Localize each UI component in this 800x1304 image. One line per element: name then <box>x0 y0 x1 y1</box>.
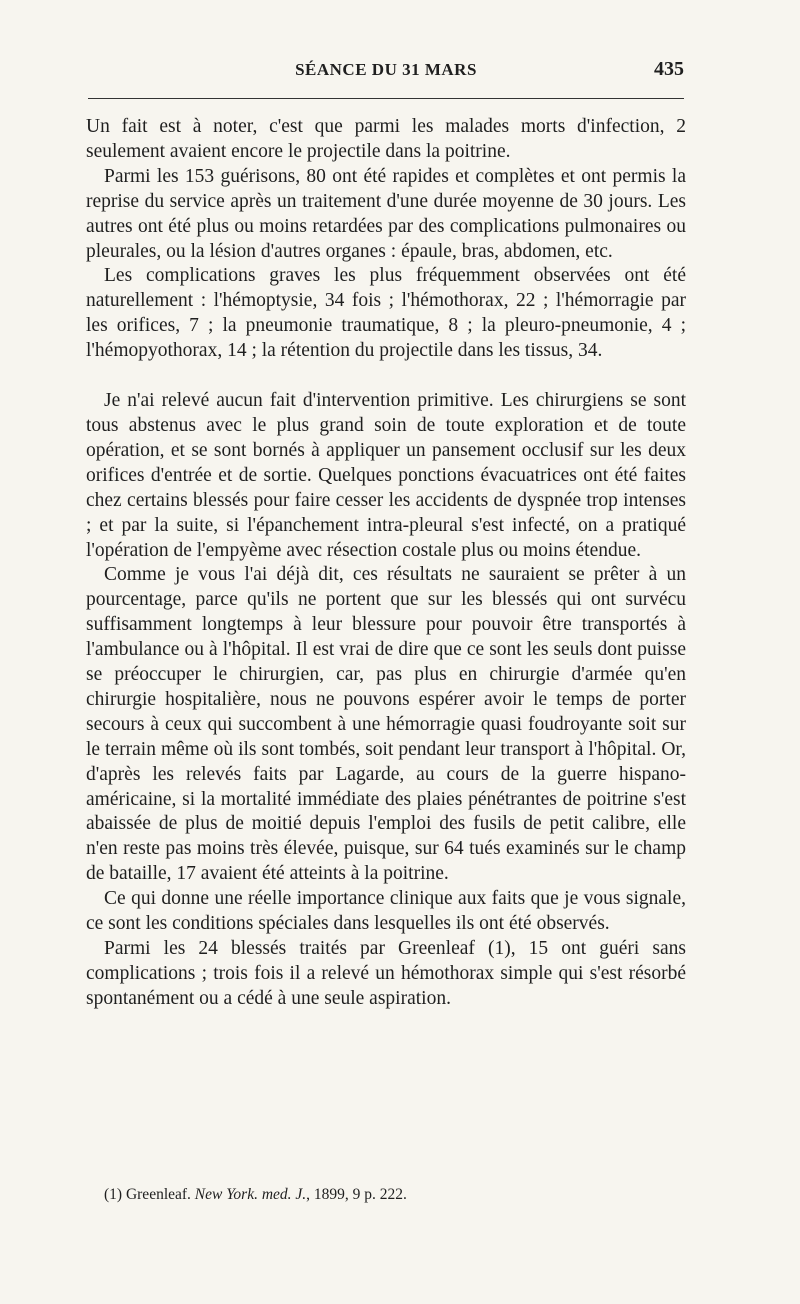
paragraph: Parmi les 24 blessés traités par Greenleaf (1), 15 ont guéri sans complications ; trois fois il a relevé un hémothorax simple qui s'est résorbé spontanément ou a cédé à une seule aspiration. <box>86 938 686 1009</box>
paragraph: Les complications graves les plus fréquemment observées ont été naturellement : l'hémoptysie, 34 fois ; l'hémothorax, 22 ; l'hémorragie par les orifices, 7 ; la pneumonie traumatique, 8 ; la pleuro-pneumonie, 4 ; l'hémopyothorax, 14 ; la rétention du projectile dans les tissus, 34. <box>86 265 686 362</box>
running-title: SÉANCE DU 31 MARS <box>295 60 477 79</box>
body-text <box>86 115 686 1012</box>
running-head <box>88 58 684 88</box>
header-rule <box>88 98 684 99</box>
footnote-journal: New York. med. J. <box>194 1186 307 1203</box>
footnote-author: Greenleaf. <box>125 1186 191 1203</box>
paragraph: Ce qui donne une réelle importance clinique aux faits que je vous signale, ce sont les conditions spéciales dans lesquelles ils ont été observés. <box>86 888 686 935</box>
paragraph: Un fait est à noter, c'est que parmi les malades morts d'infection, 2 seulement avaient encore le projectile dans la poitrine. <box>86 116 686 162</box>
footnote-marker: (1) <box>104 1186 123 1203</box>
page-number: 435 <box>654 58 684 80</box>
footnote-details: , 1899, 9 p. 222. <box>306 1186 407 1203</box>
paragraph: Comme je vous l'ai déjà dit, ces résultats ne sauraient se prêter à un pourcentage, parce qu'ils ne portent que sur les blessés qui ont survécu suffisamment longtemps à leur blessure pour pouvoir être transportés à l'ambulance ou à l'hôpital. Il est vrai de dire que ce sont les seuls dont puisse se préoccuper le chirurgien, car, pas plus en chirurgie d'armée qu'en chirurgie hospitalière, nous ne pouvons espérer avoir le temps de porter secours à ceux qui succombent à une hémorragie quasi foudroyante soit sur le terrain même où ils sont tombés, soit pendant leur transport à l'hôpital. Or, d'après les relevés faits par Lagarde, au cours de la guerre hispano-américaine, si la mortalité immédiate des plaies pénétrantes de poitrine s'est abaissée de plus de moitié depuis l'emploi des fusils de petit calibre, elle n'en reste pas moins très élevée, puisque, sur 64 tués examinés sur le champ de bataille, 17 avaient été atteints à la poitrine. <box>86 564 686 885</box>
footnote <box>104 1186 684 1204</box>
paragraph: Je n'ai relevé aucun fait d'intervention primitive. Les chirurgiens se sont tous abstenus avec le plus grand soin de toute exploration et de toute opération, et se sont bornés à appliquer un pansement occlusif sur les deux orifices d'entrée et de sortie. Quelques ponctions évacuatrices ont été faites chez certains blessés pour faire cesser les accidents de dyspnée trop intenses ; et par la suite, si l'épanchement intra-pleural s'est infecté, on a pratiqué l'opération de l'empyème avec résection costale plus ou moins étendue. <box>86 390 686 561</box>
paragraph: Parmi les 153 guérisons, 80 ont été rapides et complètes et ont permis la reprise du service après un traitement d'une durée moyenne de 30 jours. Les autres ont été plus ou moins retardées par des complications pulmonaires ou pleurales, ou la lésion d'autres organes : épaule, bras, abdomen, etc. <box>86 165 686 262</box>
